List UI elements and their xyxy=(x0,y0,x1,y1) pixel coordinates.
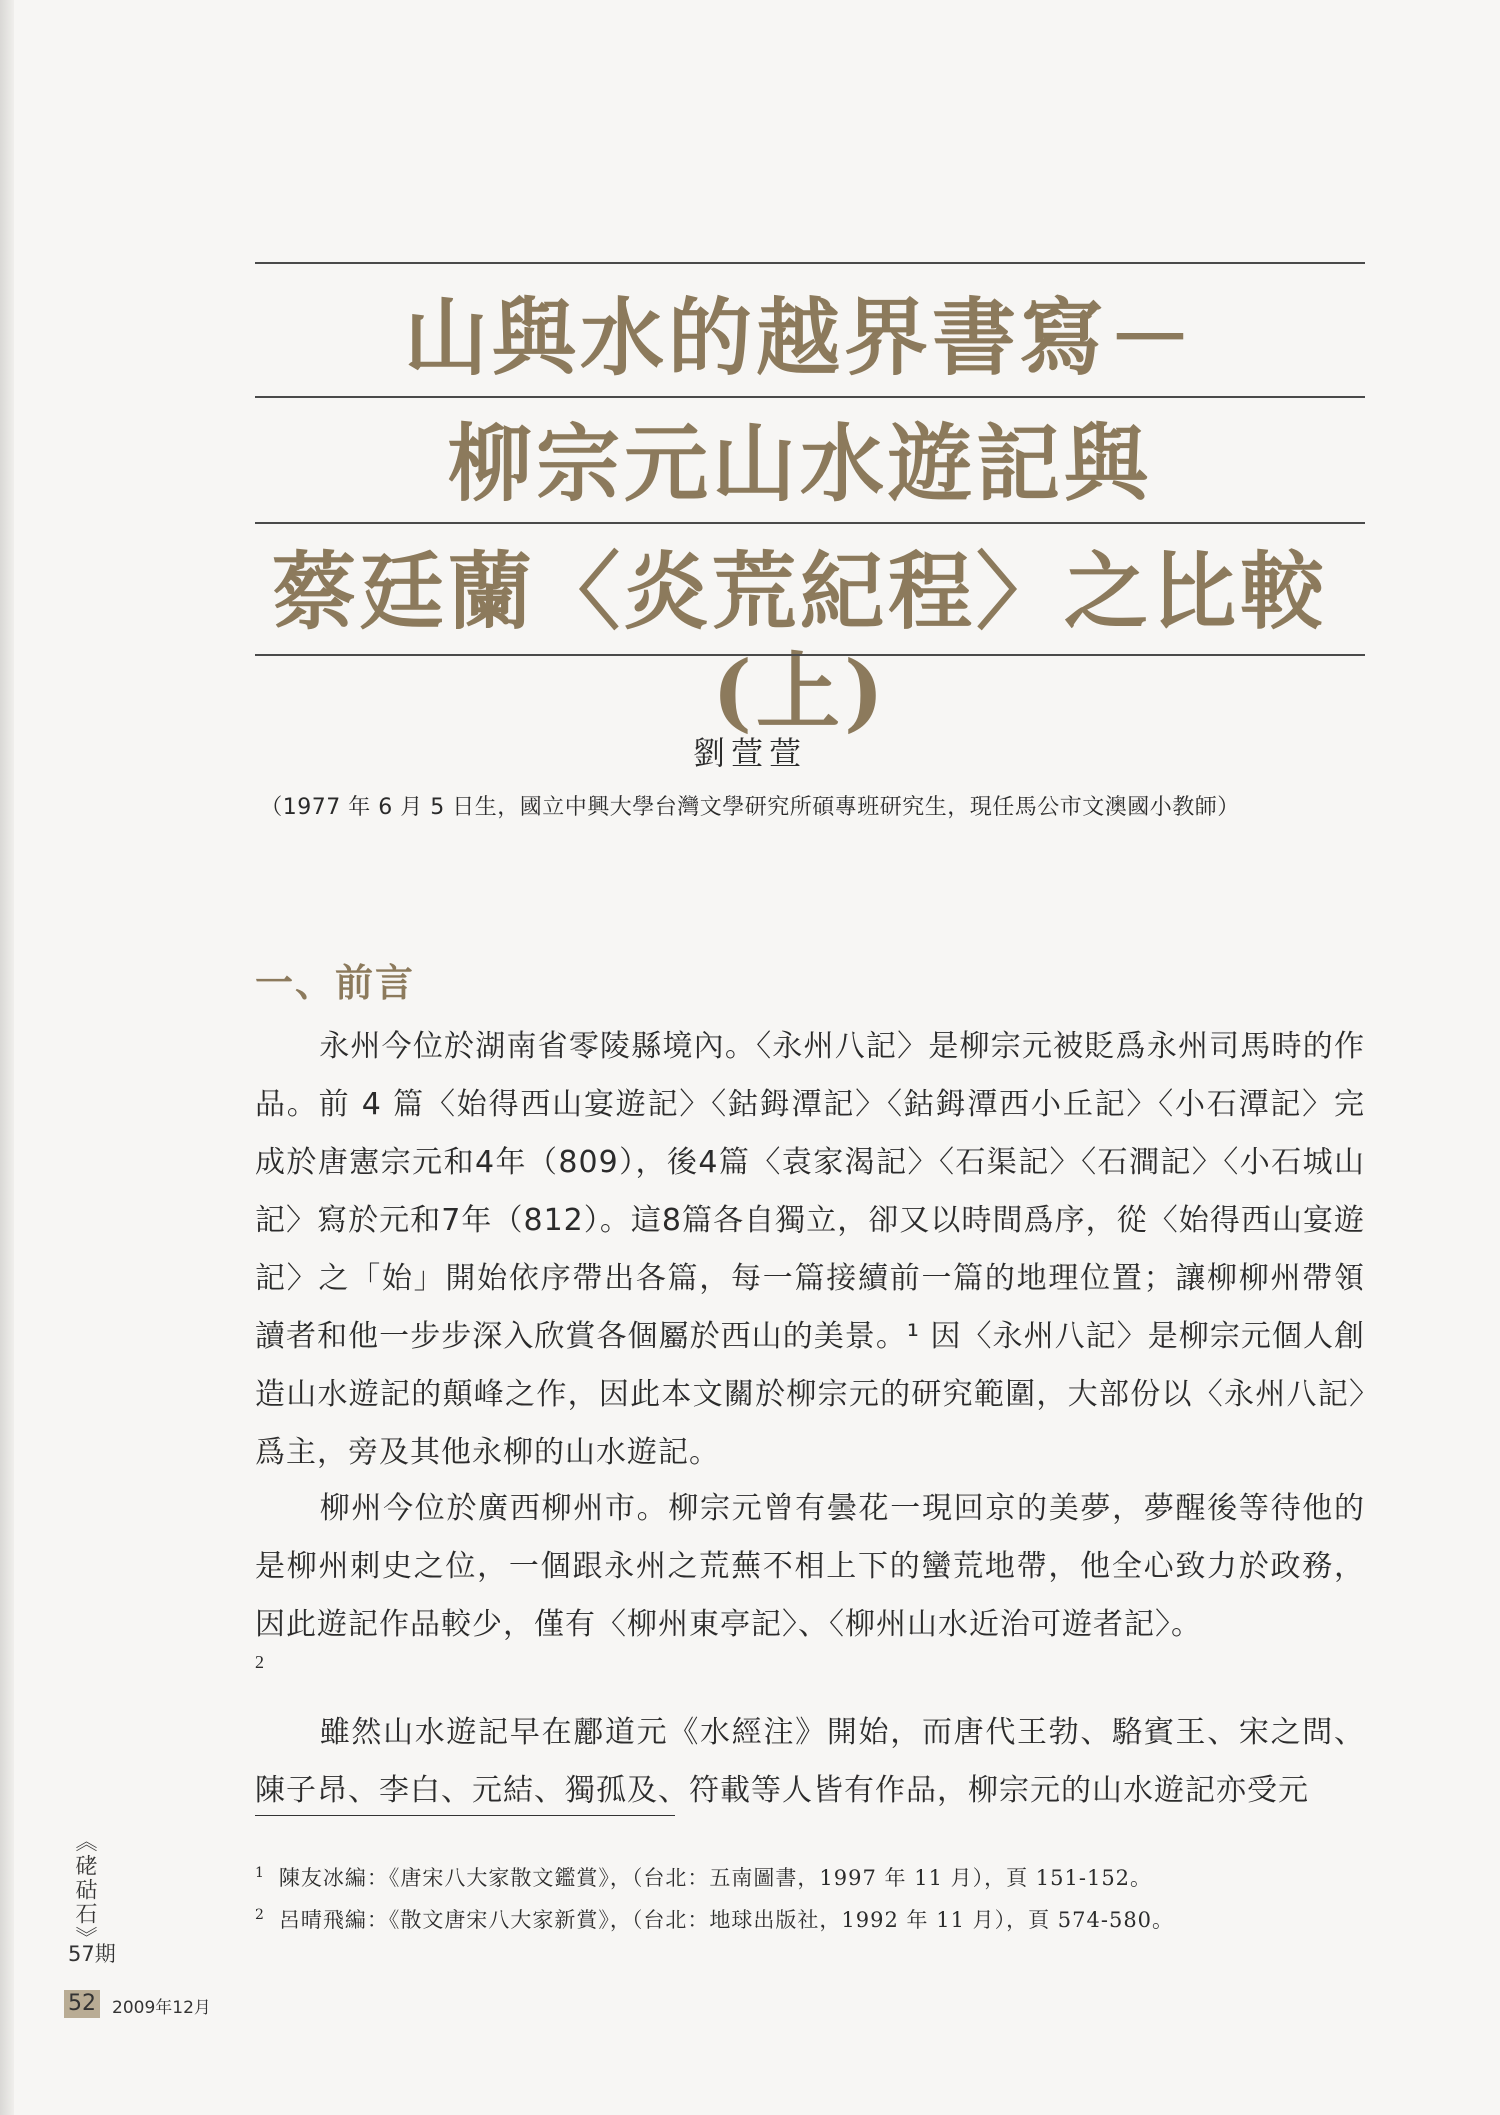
footnote-rule xyxy=(255,1815,675,1816)
paragraph-1 xyxy=(255,1018,1365,1482)
title-rule-2 xyxy=(255,396,1365,398)
footnote-1-num: 1 xyxy=(255,1865,265,1881)
journal-issue: 57期 xyxy=(68,1942,116,1966)
footnote-ref-2: 2 xyxy=(255,1652,264,1672)
title-line-2: 柳宗元山水遊記與 xyxy=(447,414,1152,513)
title-line-3: 蔡廷蘭〈炎荒紀程〉之比較(上) xyxy=(271,542,1328,741)
title-rule-bottom xyxy=(255,654,1365,656)
page-edge xyxy=(0,0,14,2115)
footnote-2 xyxy=(255,1904,1365,1934)
section-heading: 一、前言 xyxy=(255,961,416,1005)
title-rule-3 xyxy=(255,522,1365,524)
paragraph-3-text: 雖然山水遊記早在酈道元《水經注》開始，而唐代王勃、駱賓王、宋之問、陳子昂、李白、元結、獨孤及、符載等人皆有作品，柳宗元的山水遊記亦受元 xyxy=(255,1715,1365,1808)
footnote-1 xyxy=(255,1862,1365,1892)
paragraph-3 xyxy=(255,1704,1365,1820)
title-line-1: 山與水的越界書寫－ xyxy=(403,288,1196,387)
paragraph-2 xyxy=(255,1480,1365,1654)
journal-name: 《硓𥑮石》 xyxy=(72,1830,97,1950)
footnote-1-text: 陳友冰編：《唐宋八大家散文鑑賞》，（台北：五南圖書，1997 年 11 月），頁 151-152。 xyxy=(278,1866,1153,1890)
author-name: 劉萱萱 xyxy=(692,734,807,772)
footnote-2-num: 2 xyxy=(255,1907,265,1923)
title-rule-top xyxy=(255,262,1365,264)
author-bio: （1977 年 6 月 5 日生，國立中興大學台灣文學研究所碩專班研究生，現任馬公市文澳國小教師） xyxy=(260,795,1240,820)
issue-date: 2009年12月 xyxy=(112,1998,211,2018)
paragraph-1-text: 永州今位於湖南省零陵縣境內。〈永州八記〉是柳宗元被貶爲永州司馬時的作品。前 4 篇〈始得西山宴遊記〉〈鈷鉧潭記〉〈鈷鉧潭西小丘記〉〈小石潭記〉完成於唐憲宗元和4年（809），後4篇〈袁家渴記〉〈石渠記〉〈石澗記〉〈小石城山記〉寫於元和7年（812）。這8篇各自獨立，卻又以時間爲序，從〈始得西山宴遊記〉之「始」開始依序帶出各篇，每一篇接續前一篇的地理位置；讓柳柳州帶領讀者和他一步步深入欣賞各個屬於西山的美景。¹ 因〈永州八記〉是柳宗元個人創造山水遊記的顛峰之作，因此本文關於柳宗元的研究範圍，大部份以〈永州八記〉爲主，旁及其他永柳的山水遊記。 xyxy=(255,1029,1365,1470)
footnote-2-text: 呂晴飛編：《散文唐宋八大家新賞》，（台北：地球出版社，1992 年 11 月），頁 574-580。 xyxy=(278,1908,1175,1932)
page-number: 52 xyxy=(64,1990,100,2018)
paragraph-2-text: 柳州今位於廣西柳州市。柳宗元曾有曇花一現回京的美夢，夢醒後等待他的是柳州刺史之位，一個跟永州之荒蕪不相上下的蠻荒地帶，他全心致力於政務，因此遊記作品較少，僅有〈柳州東亭記〉、〈柳州山水近治可遊者記〉。 xyxy=(255,1491,1365,1642)
